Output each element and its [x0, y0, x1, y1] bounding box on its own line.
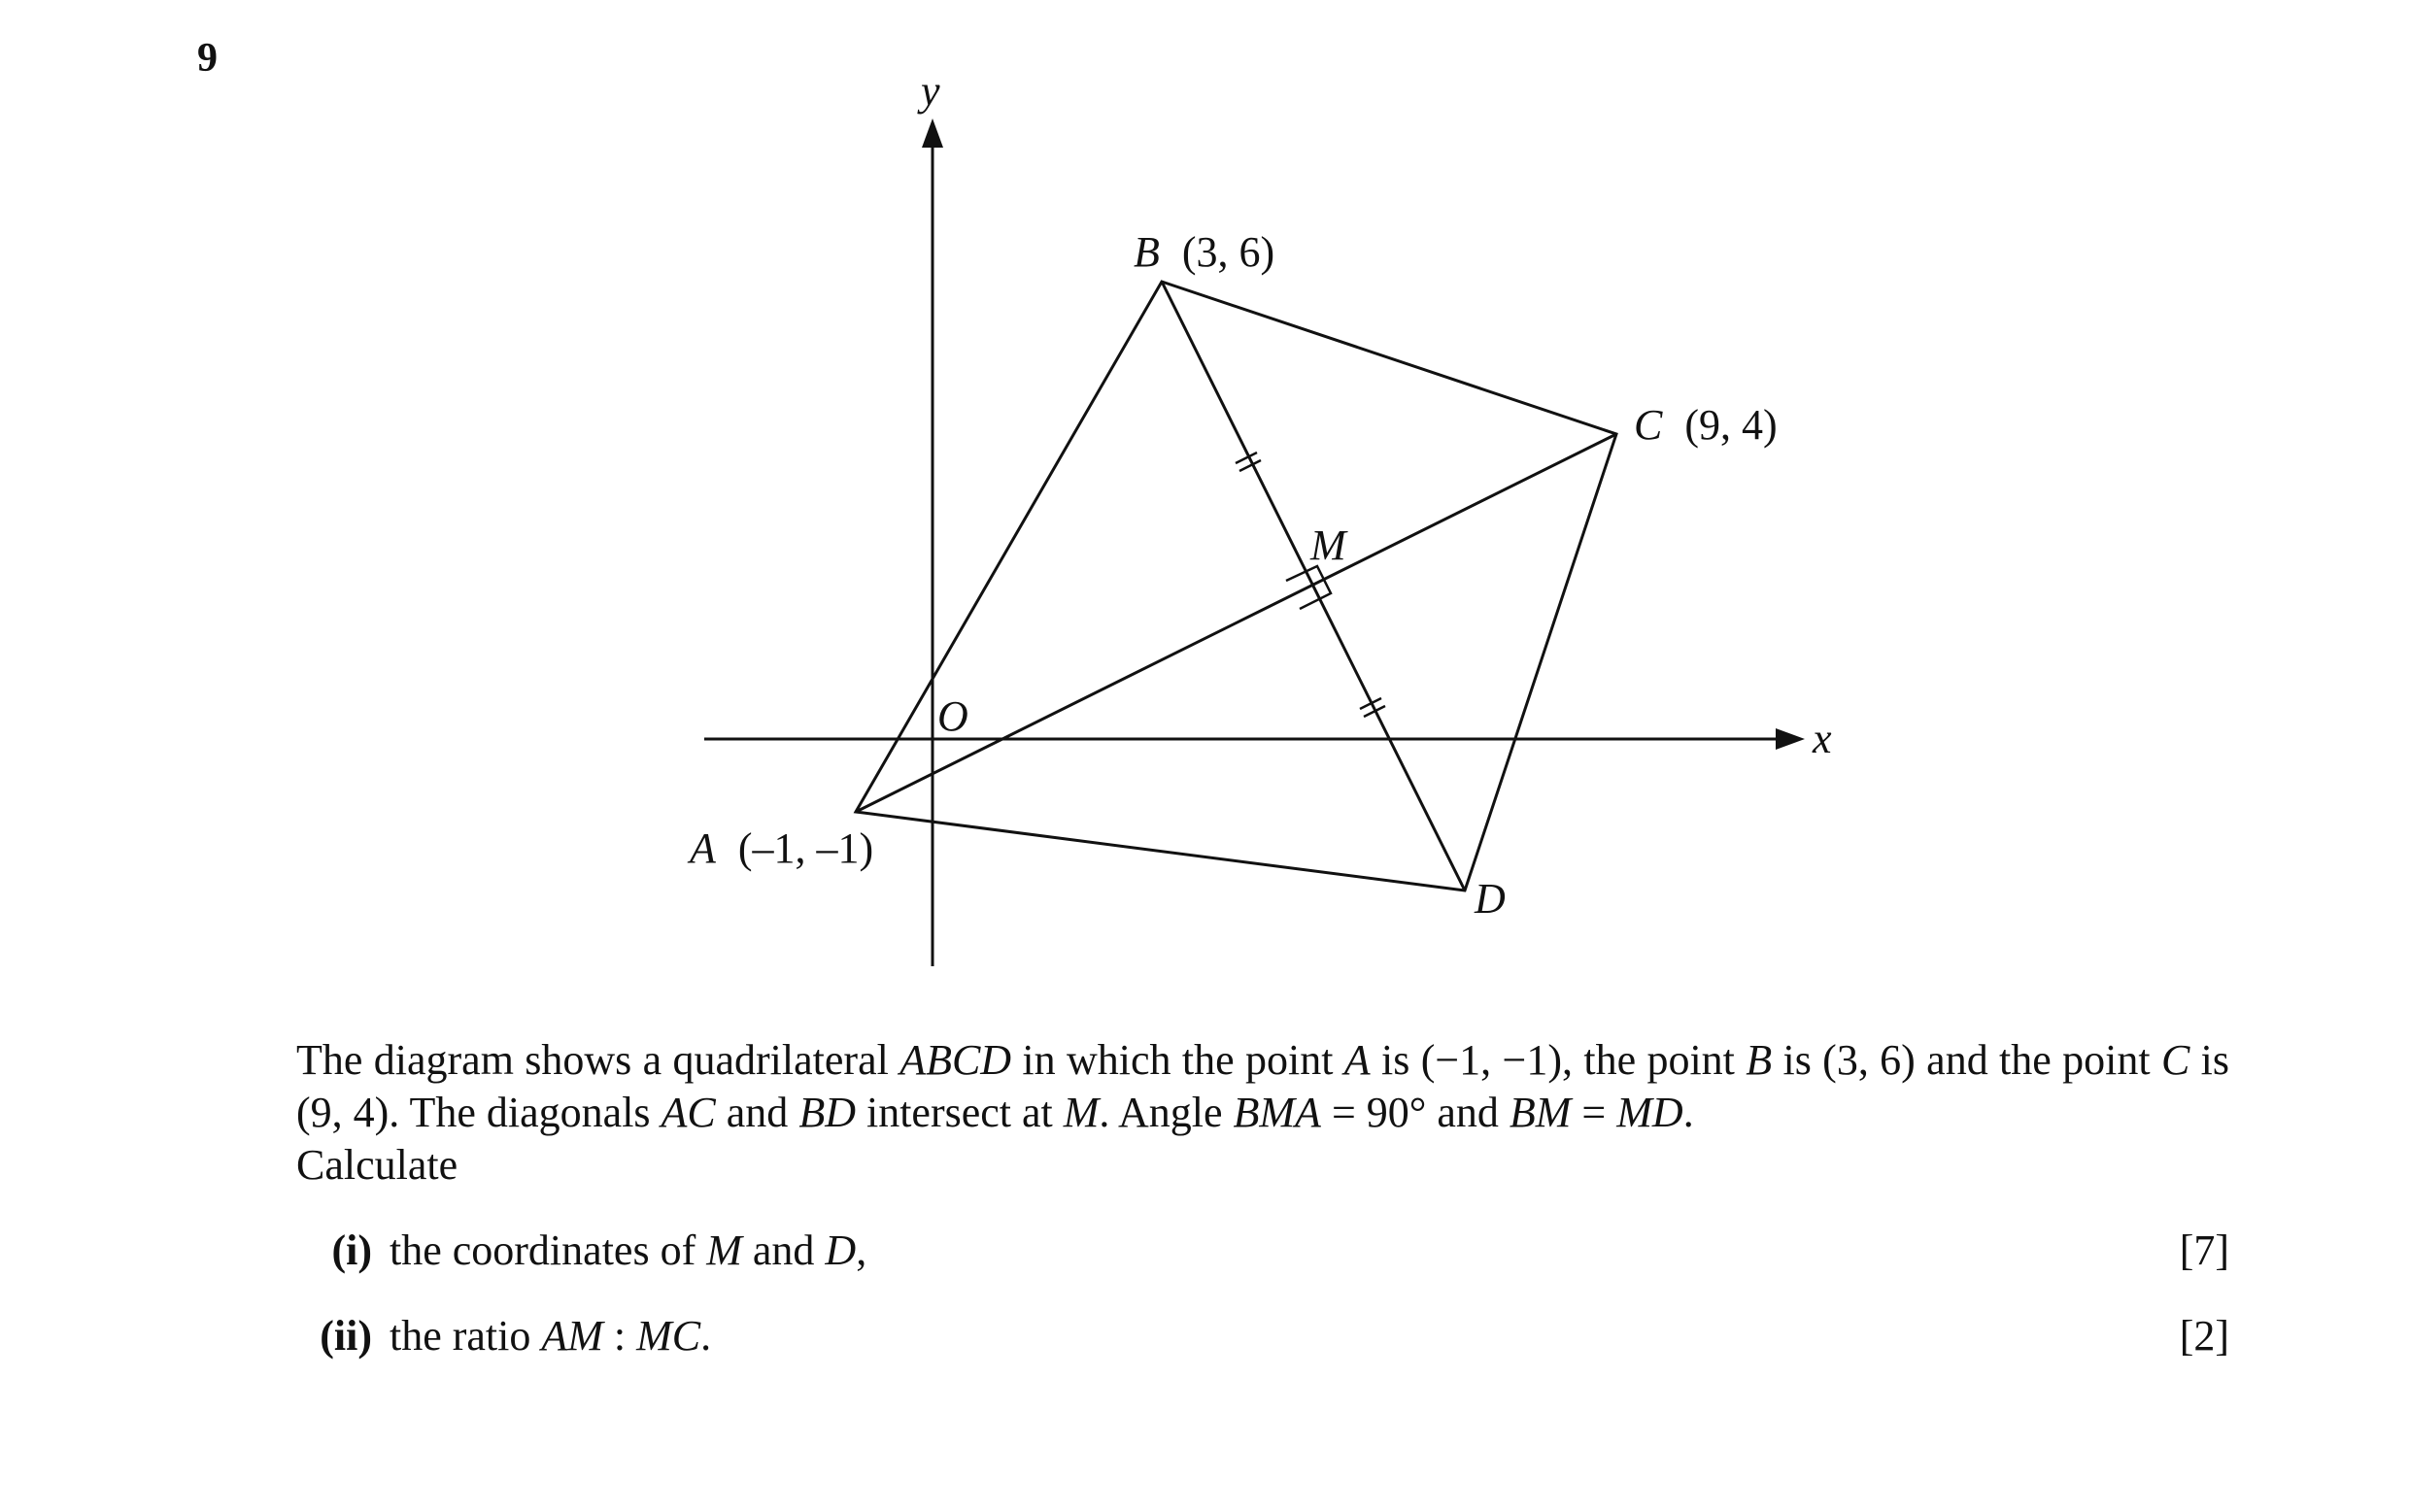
calculate-instruction: Calculate [296, 1141, 458, 1189]
y-axis-label: y [921, 67, 940, 115]
x-axis-arrowhead [1776, 728, 1805, 750]
y-axis-arrowhead [922, 118, 943, 148]
quadrilateral-abcd [856, 282, 1616, 890]
part-marks: [2] [2179, 1312, 2229, 1360]
part-text: the coordinates of M and D, [390, 1226, 867, 1274]
point-m-label: M [1310, 521, 1346, 569]
x-axis-label: x [1813, 715, 1832, 762]
diagonal-bd [1162, 282, 1465, 890]
diagonal-ac [856, 434, 1616, 812]
part-number: (ii) [320, 1312, 372, 1360]
question-stem: The diagram shows a quadrilateral ABCD in which the point A is (−1, −1), the point B is (3, 6) and the point C is (9, 4). The diagonals AC and BD intersect at M. Angle BMA = 90° and BM = MD. Calculate [296, 1036, 2230, 1189]
origin-label: O [937, 692, 968, 740]
point-b-label: B (3, 6) [1134, 228, 1275, 276]
point-c-label: C (9, 4) [1634, 401, 1778, 449]
part-text: the ratio AM : MC. [390, 1312, 712, 1360]
point-d-label: D [1475, 875, 1506, 923]
part-marks: [7] [2179, 1226, 2229, 1274]
question-number: 9 [197, 36, 218, 81]
part-number: (i) [331, 1226, 372, 1274]
point-a-label: A (–1, –1) [690, 824, 874, 872]
